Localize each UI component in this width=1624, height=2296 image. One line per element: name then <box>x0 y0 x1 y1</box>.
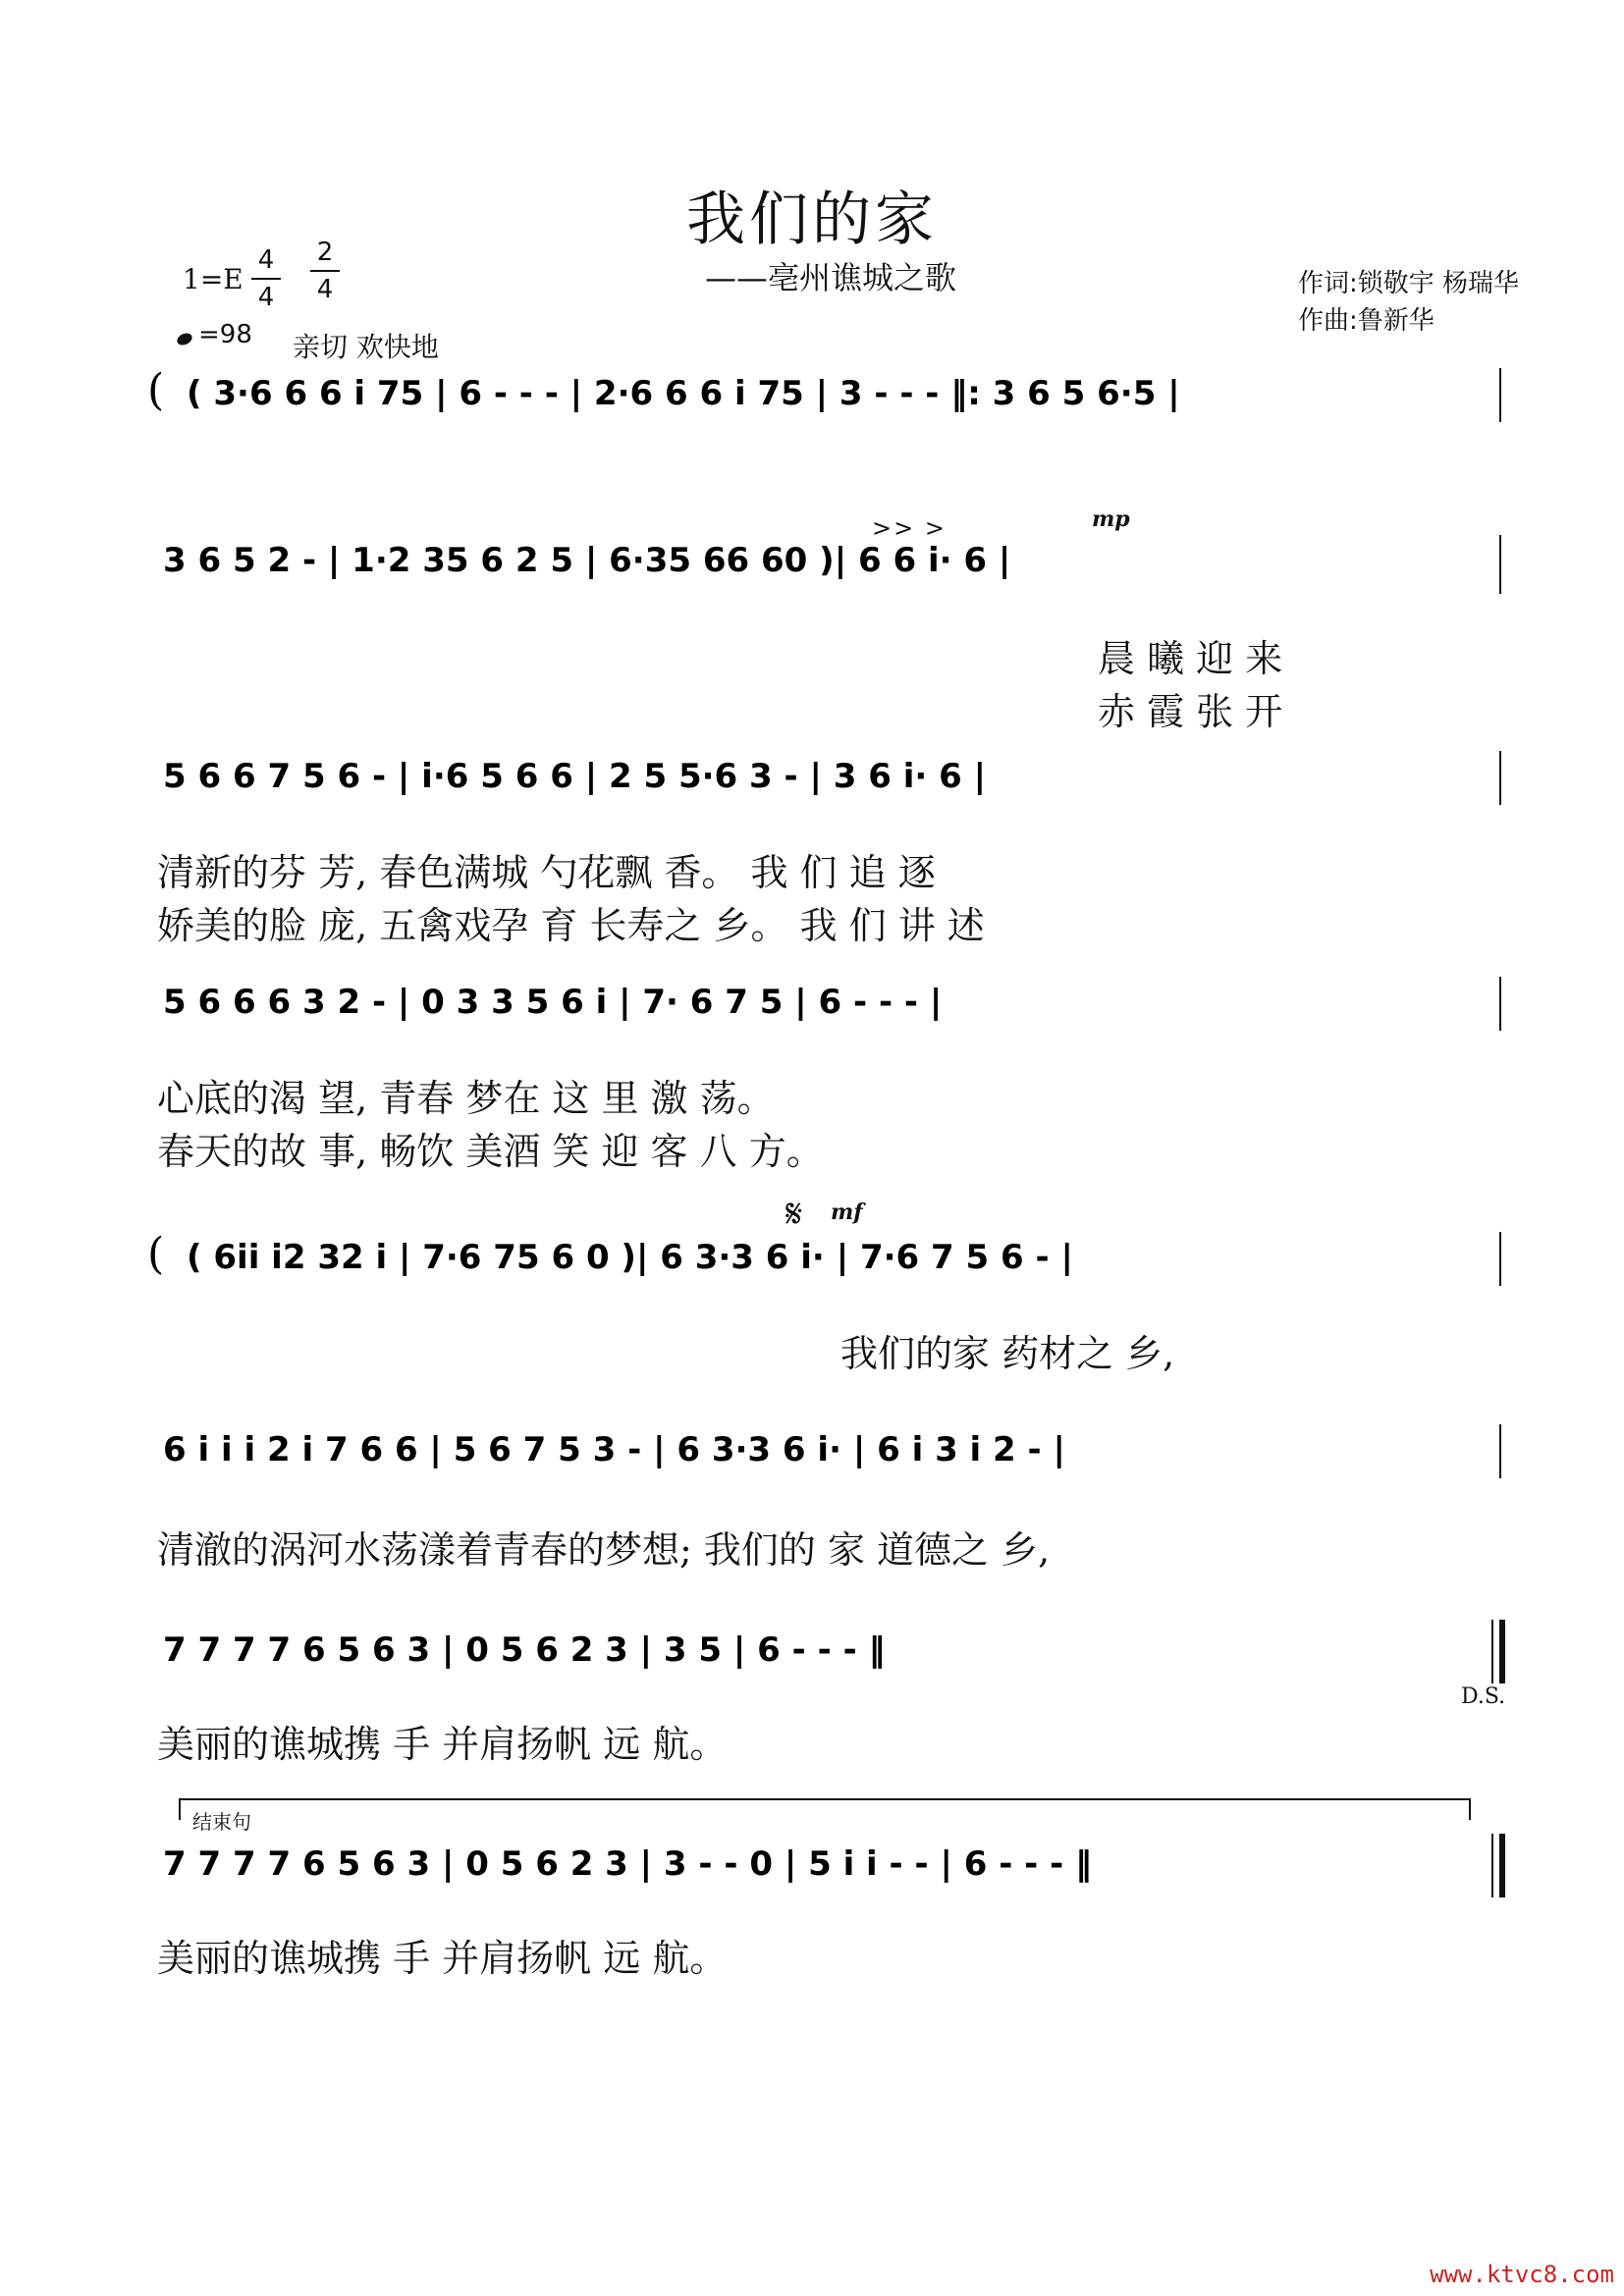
expression-marking: 亲切 欢快地 <box>293 331 439 363</box>
lyric-line7: 美丽的谯城携 手 并肩扬帆 远 航。 <box>157 1723 728 1766</box>
notation-line-3 <box>147 736 1512 844</box>
notation-line-8-text: 7 7 7 7 6 5 6 3 | 0 5 6 2 3 | 3 - - 0 | 5 i i - - | 6 - - - ‖ <box>163 1844 1093 1884</box>
lyric-line6: 清澈的涡河水荡漾着青春的梦想; 我们的 家 道德之 乡, <box>157 1528 1051 1572</box>
song-title: 我们的家 <box>686 186 938 254</box>
notation-line-6-text: 6 i i i 2 i 7 6 6 | 5 6 7 5 3 - | 6 3·3 6 i· | 6 i 3 i 2 - | <box>163 1430 1065 1469</box>
tempo-marking: =98 <box>177 320 252 349</box>
ending-bracket <box>179 1798 1471 1820</box>
notation-line-2 <box>147 520 1512 628</box>
dynamic-mf: mf <box>831 1200 863 1225</box>
notation-line-6 <box>147 1410 1512 1518</box>
time-signature-2-4 <box>310 236 340 306</box>
notation-line-2-text: 3 6 5 2 - | 1·2 35 6 2 5 | 6·35 66 60 )| 6 6 i· 6 | <box>163 541 1011 580</box>
notation-line-7-text: 7 7 7 7 6 5 6 3 | 0 5 6 2 3 | 3 5 | 6 - - - ‖ <box>163 1630 886 1670</box>
svg-text:(: ( <box>147 1229 165 1279</box>
time-sig-numerator: 2 <box>316 238 334 267</box>
notation-line-8 <box>147 1824 1512 1932</box>
lyric-verse1-intro: 晨 曦 迎 来 <box>1098 637 1283 680</box>
notation-line-1-text: ( 3·6 6 6 i 75 | 6 - - - | 2·6 6 6 i 75 | 3 - - - ‖: 3 6 5 6·5 | <box>187 374 1180 413</box>
quarter-note-icon <box>175 331 193 347</box>
notation-line-3-text: 5 6 6 7 5 6 - | i·6 5 6 6 | 2 5 5·6 3 - | 3 6 i· 6 | <box>163 757 987 796</box>
lyricist-credit: 作词:锁敬宇 杨瑞华 <box>1298 269 1520 298</box>
segno-icon: 𝄋 <box>785 1192 803 1237</box>
lyric-line4-verse1: 心底的渴 望, 青春 梦在 这 里 激 荡。 <box>157 1077 775 1120</box>
song-subtitle: ——亳州谯城之歌 <box>705 259 957 296</box>
notation-line-1 <box>147 353 1512 461</box>
site-watermark: www.ktvc8.com <box>1430 2261 1614 2288</box>
svg-text:(: ( <box>147 365 165 415</box>
time-sig-denominator: 4 <box>257 283 275 312</box>
dynamic-mp: mp <box>1092 507 1130 532</box>
lyric-line3-verse2: 娇美的脸 庞, 五禽戏孕 育 长寿之 乡。 我 们 讲 述 <box>157 904 985 947</box>
dal-segno-marker: D.S. <box>1461 1684 1506 1709</box>
notation-line-5 <box>147 1217 1512 1325</box>
lyric-line4-verse2: 春天的故 事, 畅饮 美酒 笑 迎 客 八 方。 <box>157 1130 824 1173</box>
composer-credit: 作曲:鲁新华 <box>1298 306 1435 336</box>
lyric-line5: 我们的家 药材之 乡, <box>840 1332 1175 1375</box>
key-signature: 1=E <box>183 263 244 295</box>
time-sig-numerator: 4 <box>257 245 275 275</box>
notation-line-4 <box>147 962 1512 1070</box>
lyric-line8: 美丽的谯城携 手 并肩扬帆 远 航。 <box>157 1937 728 1980</box>
ending-label: 结束句 <box>192 1810 251 1834</box>
time-sig-denominator: 4 <box>316 275 334 304</box>
time-signature-4-4 <box>251 243 281 314</box>
lyric-line3-verse1: 清新的芬 芳, 春色满城 勺花飘 香。 我 们 追 逐 <box>157 851 936 894</box>
accent-marks: >> > <box>872 514 947 542</box>
notation-line-4-text: 5 6 6 6 3 2 - | 0 3 3 5 6 i | 7· 6 7 5 | 6 - - - | <box>163 983 943 1022</box>
lyric-verse2-intro: 赤 霞 张 开 <box>1098 690 1283 733</box>
notation-line-7 <box>147 1610 1512 1718</box>
notation-line-5-text: ( 6ii i2 32 i | 7·6 75 6 0 )| 6 3·3 6 i· | 7·6 7 5 6 - | <box>187 1238 1073 1277</box>
